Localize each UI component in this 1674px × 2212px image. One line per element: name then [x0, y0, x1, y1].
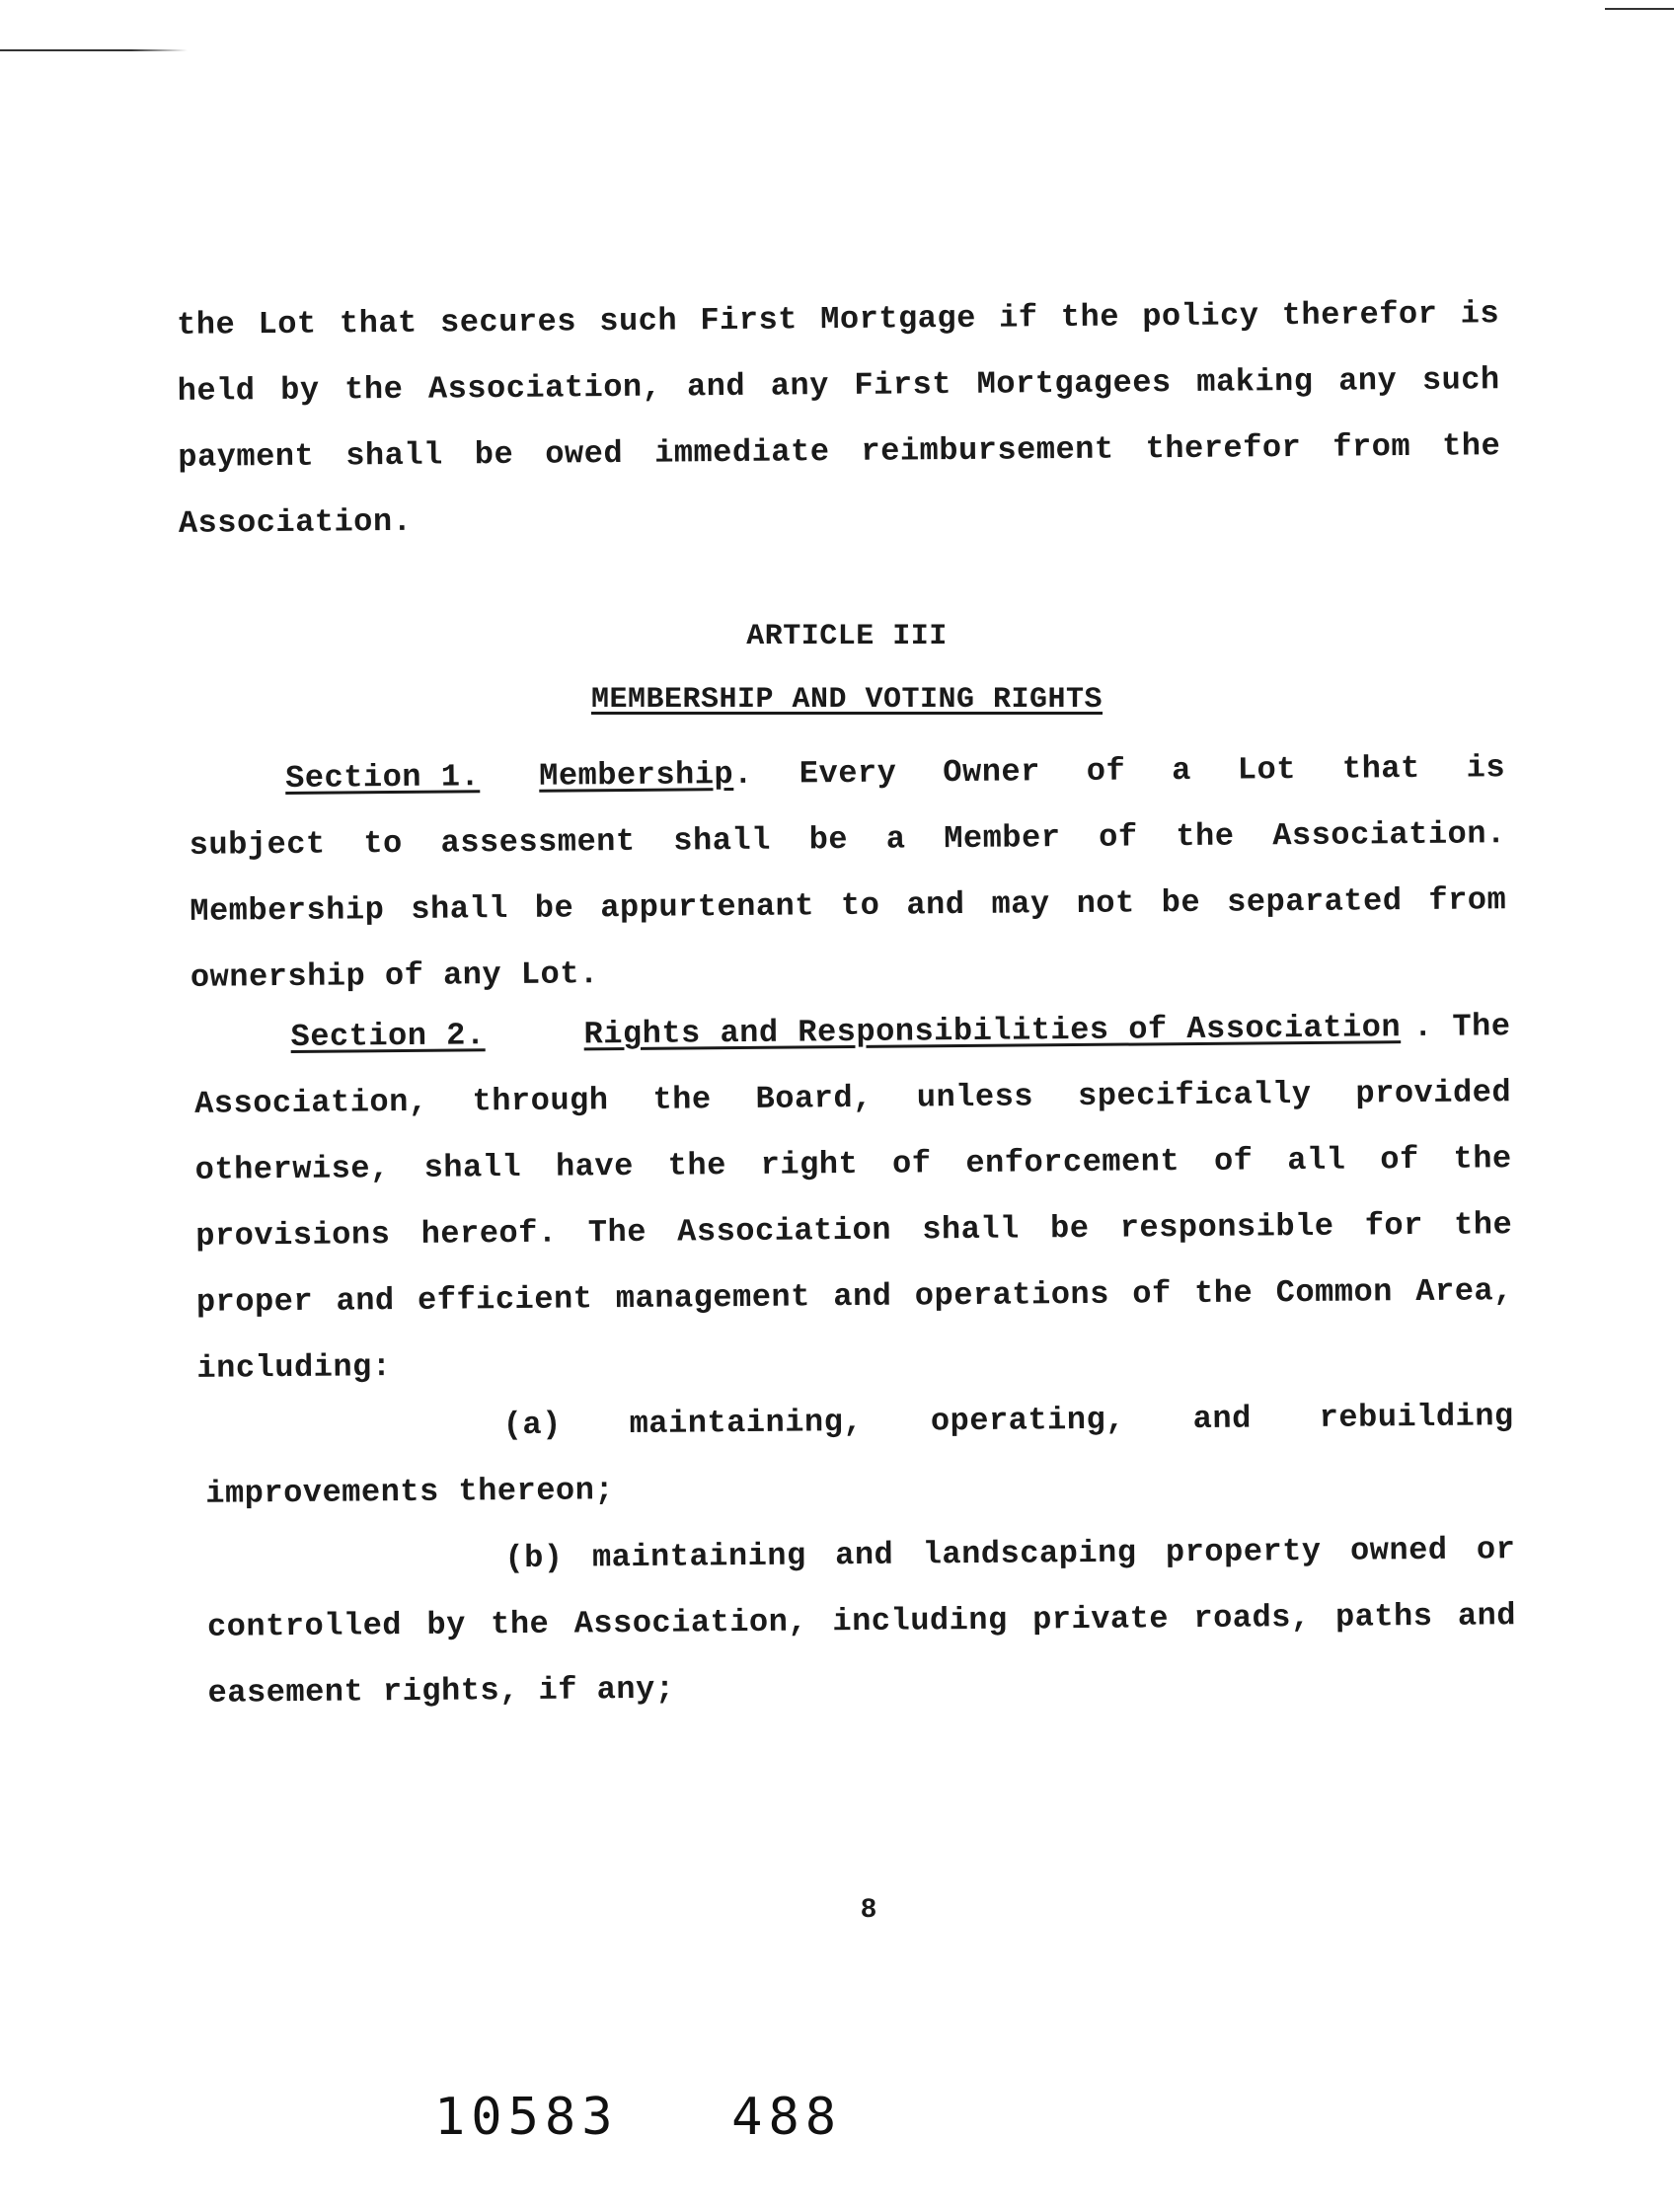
text-line: ownership of any Lot. [190, 955, 599, 996]
text-line: including: [196, 1348, 392, 1387]
text-line: provisions hereof. The Association shall be responsible for the [195, 1206, 1513, 1255]
section-1-first-line-rest: . Every Owner of a Lot that is [733, 749, 1506, 794]
list-item-first-line: (b) maintaining and landscaping property owned or [504, 1531, 1516, 1577]
list-item-first-line: (a) maintaining, operating, and rebuilding [502, 1398, 1514, 1444]
text-line: improvements thereon; [205, 1472, 615, 1512]
page-number: 8 [860, 1895, 877, 1926]
section-1-label: Section 1. [284, 758, 481, 797]
scan-artifact-line [0, 49, 188, 51]
article-title: MEMBERSHIP AND VOTING RIGHTS [590, 683, 1103, 717]
text-line: payment shall be owed immediate reimbursement therefor from the [178, 427, 1501, 476]
recording-page-number: 488 [731, 2088, 843, 2147]
section-2 [193, 993, 1513, 1402]
text-line: otherwise, shall have the right of enforcement of all of the [194, 1140, 1512, 1188]
section-2-label: Section 2. [290, 1017, 486, 1055]
text-line: easement rights, if any; [207, 1670, 675, 1712]
section-2-first-line [193, 993, 1511, 1071]
text-line: Association. [178, 502, 413, 542]
text-line: controlled by the Association, including private roads, paths and [206, 1597, 1517, 1645]
book-number: 10583 [434, 2088, 619, 2147]
text-line: Association, through the Board, unless specifically provided [193, 1074, 1512, 1122]
text-line: proper and efficient management and operations of the Common Area, [195, 1272, 1514, 1321]
text-line: subject to assessment shall be a Member of the Association. [189, 815, 1506, 864]
text-line: Membership shall be appurtenant to and may not be separated from [190, 881, 1507, 930]
scan-artifact-line [1605, 8, 1674, 10]
section-1 [189, 734, 1507, 1011]
text-line: the Lot that secures such First Mortgage if the policy therefor is [176, 295, 1500, 343]
article-number: ARTICLE III [746, 620, 948, 653]
list-item-b [206, 1516, 1517, 1726]
continuation-paragraph [177, 280, 1501, 557]
list-item-a [204, 1383, 1514, 1527]
text-line: held by the Association, and any First Mortgagees making any such [177, 361, 1500, 410]
section-2-first-line-rest: . The [1412, 1008, 1511, 1046]
section-1-first-line [189, 734, 1506, 812]
section-2-heading: Rights and Responsibilities of Association [583, 1009, 1402, 1053]
book-page-stamp [434, 2088, 842, 2147]
section-1-heading: Membership [539, 756, 734, 795]
